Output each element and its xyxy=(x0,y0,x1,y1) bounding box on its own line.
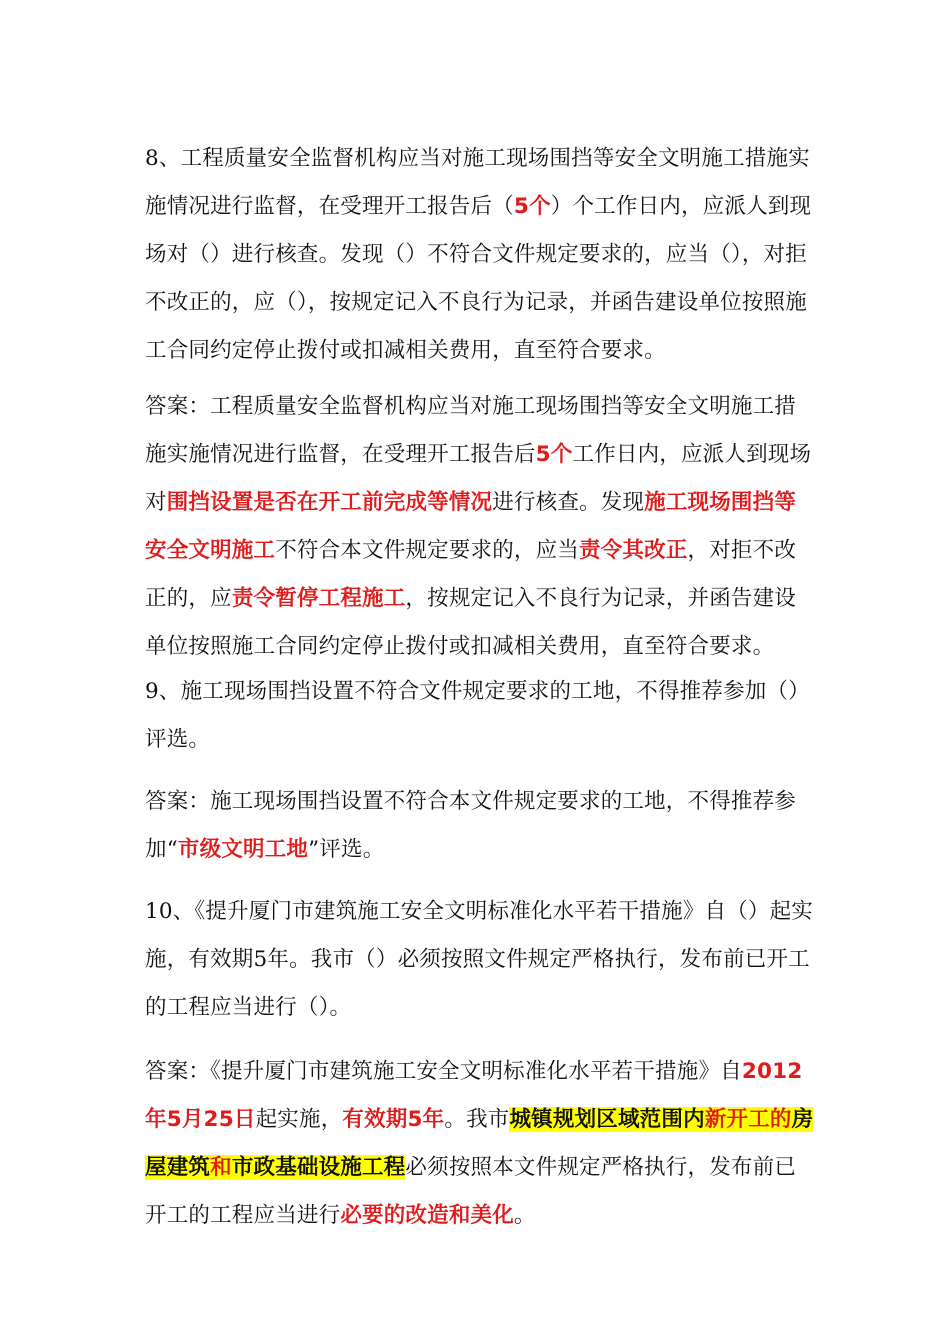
highlighted-answer-segment: 责令其改正 xyxy=(579,538,688,563)
answer-8 xyxy=(145,383,815,671)
highlighted-answer-segment: 市政基础设施工程 xyxy=(231,1155,406,1180)
highlighted-answer-segment: 房屋建筑 xyxy=(145,1107,814,1180)
text-segment: 答案：《提升厦门市建筑施工安全文明标准化水平若干措施》自 xyxy=(145,1059,742,1084)
highlighted-answer-segment: 和 xyxy=(210,1155,232,1180)
highlighted-answer-segment: 5个 xyxy=(513,194,551,219)
text-segment: 9、施工现场围挡设置不符合文件规定要求的工地，不得推荐参加（）评选。 xyxy=(145,679,810,752)
question-9 xyxy=(145,668,815,764)
text-segment: 工作日内，应派人到现场对 xyxy=(145,442,812,515)
answer-10 xyxy=(145,1048,815,1240)
text-segment: ”评选。 xyxy=(308,837,385,862)
text-segment: 不符合本文件规定要求的，应当 xyxy=(275,538,580,563)
highlighted-answer-segment: 必要的改造和美化 xyxy=(340,1203,514,1228)
text-segment: 答案：工程质量安全监督机构应当对施工现场围挡等安全文明施工措施实施情况进行监督，在受理开工报告后 xyxy=(145,394,797,467)
text-segment: 。 xyxy=(513,1203,536,1228)
text-segment: ，按规定记入不良行为记录，并函告建设单位按照施工合同约定停止拨付或扣减相关费用，直至符合要求。 xyxy=(145,586,797,659)
text-segment: ，对拒不改正的，应 xyxy=(145,538,797,611)
answer-9 xyxy=(145,778,815,874)
question-8 xyxy=(145,135,815,375)
text-segment: 10、《提升厦门市建筑施工安全文明标准化水平若干措施》自（）起实施，有效期5年。我市（）必须按照文件规定严格执行，发布前已开工的工程应当进行（）。 xyxy=(145,899,814,1020)
text-segment: 必须按照本文件规定严格执行，发布前已开工的工程应当进行 xyxy=(145,1155,797,1228)
text-segment: 。我市 xyxy=(444,1107,510,1132)
highlighted-answer-segment: 施工现场围挡等安全文明施工 xyxy=(145,490,797,563)
highlighted-answer-segment: 有效期5年 xyxy=(342,1107,445,1132)
text-segment: 起实施， xyxy=(255,1107,343,1132)
highlighted-answer-segment: 5个 xyxy=(535,442,573,467)
highlighted-answer-segment: 责令暂停工程施工 xyxy=(231,586,406,611)
text-segment: 进行核查。发现 xyxy=(492,490,645,515)
question-10 xyxy=(145,888,815,1032)
text-segment: 答案：施工现场围挡设置不符合本文件规定要求的工地，不得推荐参加“ xyxy=(145,789,797,862)
text-segment: 8、工程质量安全监督机构应当对施工现场围挡等安全文明施工措施实施情况进行监督，在受理开工报告后（ xyxy=(145,146,810,219)
highlighted-answer-segment: 围挡设置是否在开工前完成等情况 xyxy=(166,490,493,515)
text-segment: ）个工作日内，应派人到现场对（）进行核查。发现（）不符合文件规定要求的，应当（），对拒不改正的，应（），按规定记入不良行为记录，并函告建设单位按照施工合同约定停止拨付或扣减相关费用，直至符合要求。 xyxy=(145,194,812,363)
highlighted-answer-segment: 市级文明工地 xyxy=(177,837,309,862)
highlighted-answer-segment: 2012年5月25日 xyxy=(145,1059,803,1132)
highlighted-answer-segment: 新开工的 xyxy=(704,1107,792,1132)
highlighted-answer-segment: 城镇规划区域范围内 xyxy=(509,1107,705,1132)
